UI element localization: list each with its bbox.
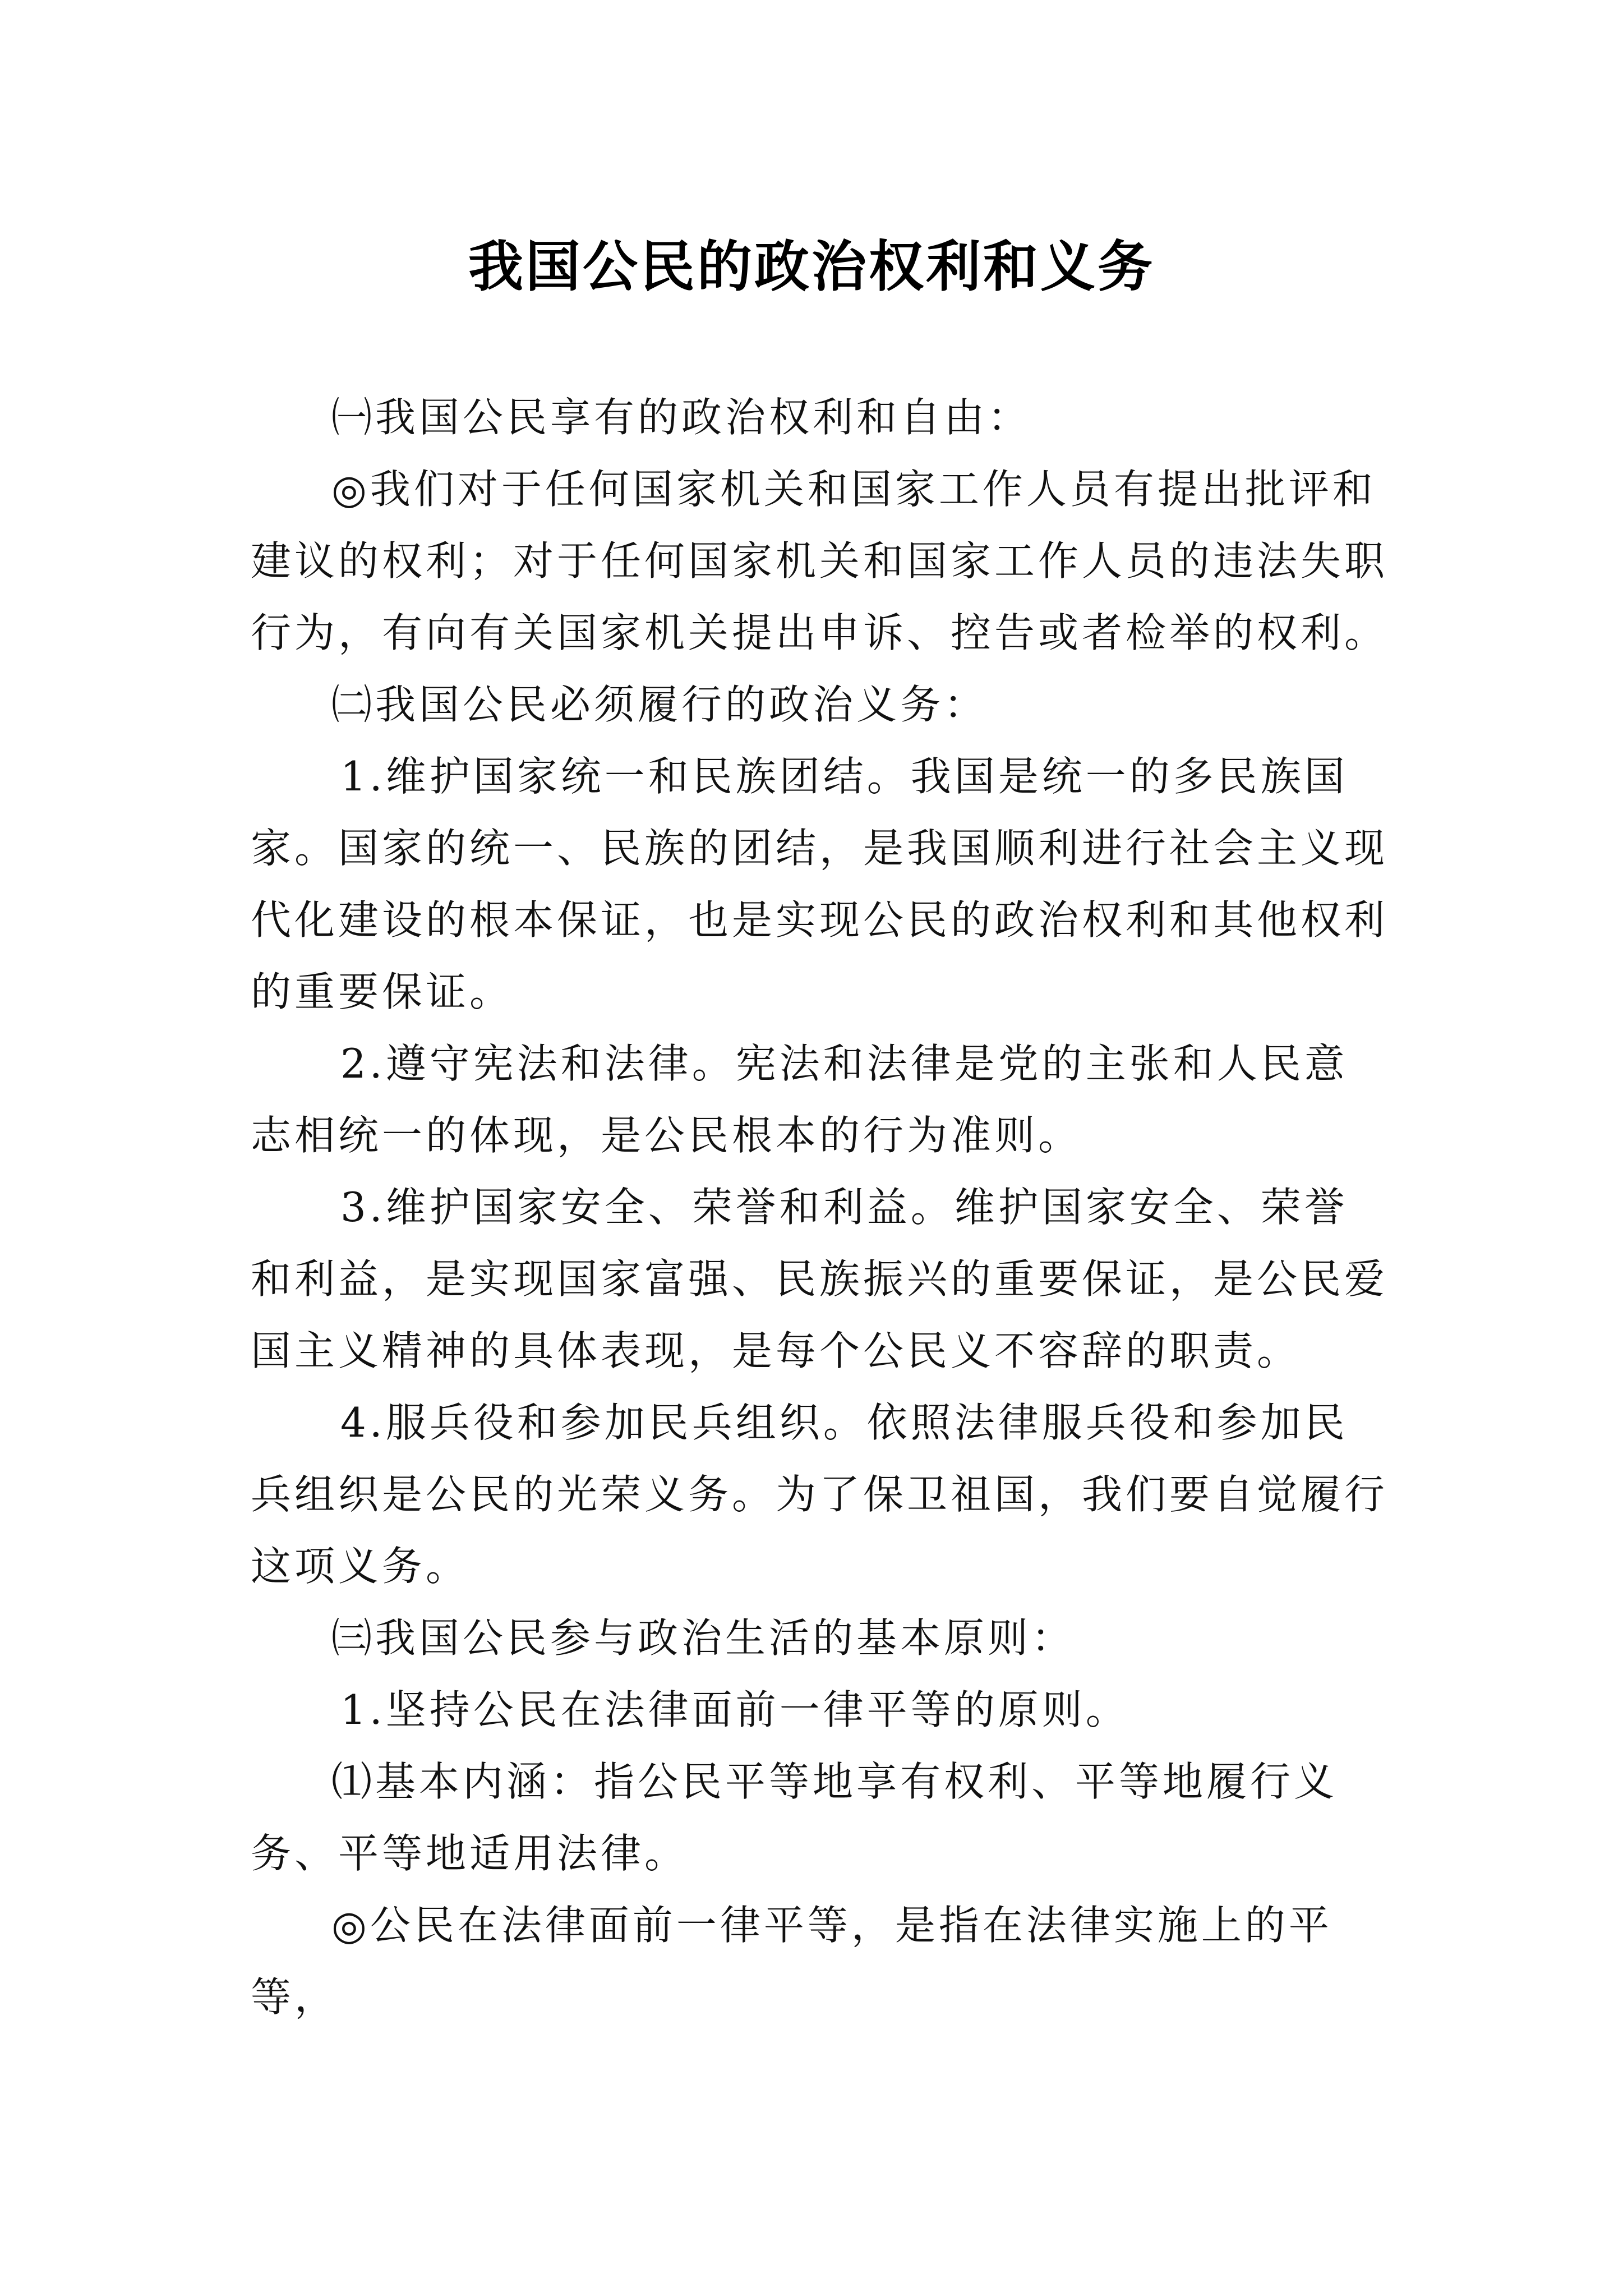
paragraph-principle-equality: 1.坚持公民在法律面前一律平等的原则。 — [340, 1686, 1129, 1733]
paragraph-equality-note: ◎公民在法律面前一律平等，是指在法律实施上的平等， — [251, 1902, 1332, 2021]
paragraph-criticism-right: ◎我们对于任何国家机关和国家工作人员有提出批评和建议的权利；对于任何国家机关和国家工作人员的违法失职行为，有向有关国家机关提出申诉、控告或者检举的权利。 — [251, 466, 1389, 656]
paragraph-duty-unity: 1.维护国家统一和民族团结。我国是统一的多民族国家。国家的统一、民族的团结，是我国顺利进行社会主义现代化建设的根本保证，也是实现公民的政治权利和其他权利的重要保证。 — [251, 753, 1389, 1015]
paragraph-duties-heading: ㈡我国公民必须履行的政治义务： — [331, 681, 988, 728]
paragraph-duty-security: 3.维护国家安全、荣誉和利益。维护国家安全、荣誉和利益，是实现国家富强、民族振兴的重要保证，是公民爱国主义精神的具体表现，是每个公民义不容辞的职责。 — [251, 1184, 1389, 1374]
paragraph-rights-heading: ㈠我国公民享有的政治权利和自由： — [331, 394, 1032, 441]
paragraph-duty-law: 2.遵守宪法和法律。宪法和法律是党的主张和人民意志相统一的体现，是公民根本的行为准则。 — [251, 1040, 1348, 1159]
document-body — [251, 381, 1389, 2033]
paragraph-principles-heading: ㈢我国公民参与政治生活的基本原则： — [331, 1614, 1076, 1662]
paragraph-duty-military: 4.服兵役和参加民兵组织。依照法律服兵役和参加民兵组织是公民的光荣义务。为了保卫祖国，我们要自觉履行这项义务。 — [251, 1399, 1389, 1590]
paragraph-basic-meaning: ⑴基本内涵：指公民平等地享有权利、平等地履行义务、平等地适用法律。 — [251, 1758, 1338, 1877]
document-title: 我国公民的政治权利和义务 — [468, 234, 1155, 299]
